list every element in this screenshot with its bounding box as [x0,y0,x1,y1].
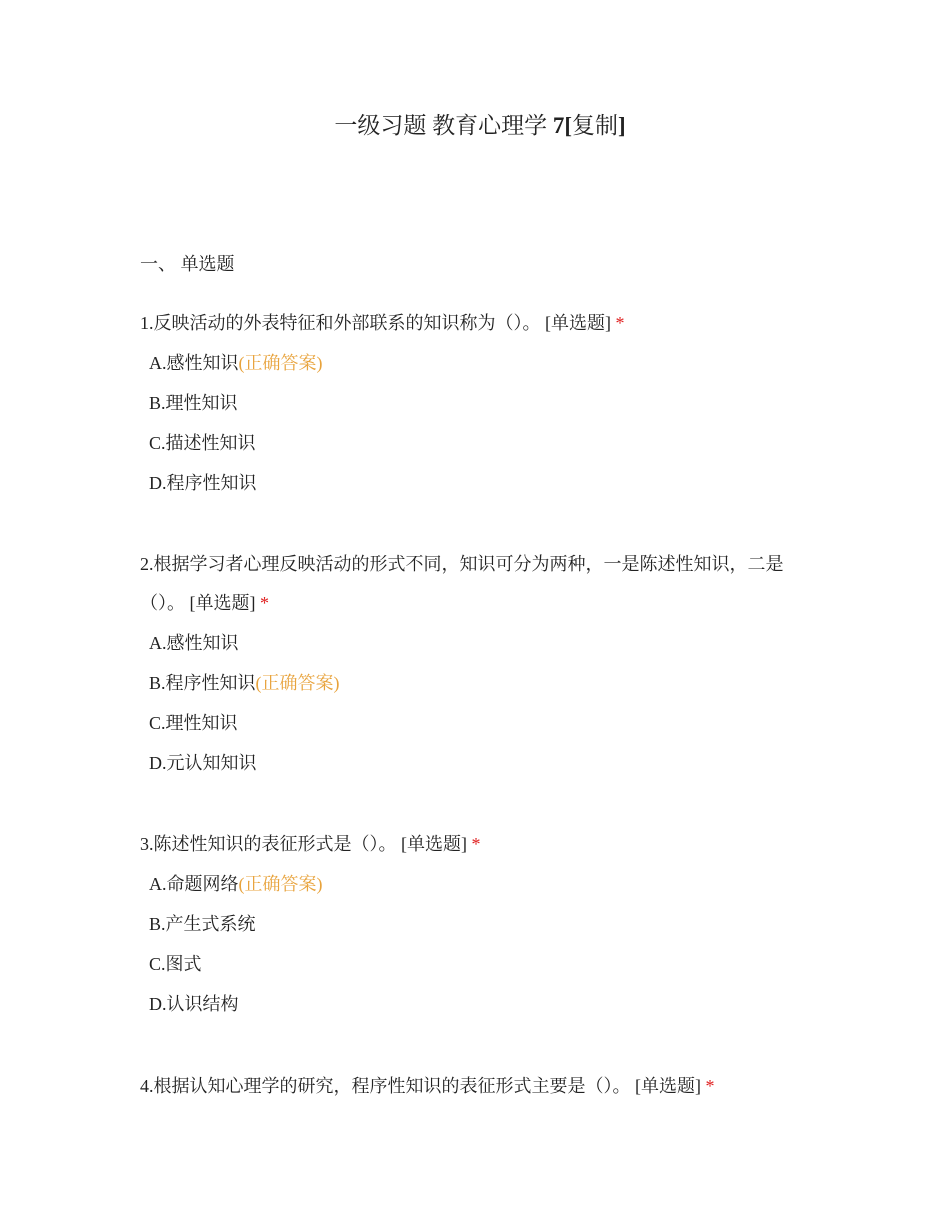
correct-answer-mark: (正确答案) [238,353,323,373]
page-title [0,110,950,142]
question-type-tag: [单选题] [401,834,467,854]
question-2 [140,545,820,790]
question-type-tag: [单选题] [189,593,256,613]
option-b[interactable] [140,390,820,430]
question-stem [140,545,820,623]
option-d[interactable] [140,470,820,510]
title-suffix: 复制 [572,113,618,138]
option-list [140,630,820,790]
title-number: 7[ [552,113,572,138]
option-a[interactable] [140,350,820,390]
section-heading: 一、 单选题 [140,254,235,274]
option-label: B.理性知识 [149,393,238,413]
option-label: A.感性知识 [149,633,239,653]
title-close: ] [618,113,626,138]
question-stem [140,1067,820,1106]
option-b[interactable] [140,911,820,951]
question-type-tag: [单选题] [635,1076,701,1096]
option-label: B.产生式系统 [149,914,256,934]
required-marker: * [471,834,481,854]
option-c[interactable] [140,951,820,991]
option-label: A.感性知识 [149,353,239,373]
option-label: C.理性知识 [149,713,238,733]
option-label: C.描述性知识 [149,433,256,453]
option-d[interactable] [140,750,820,790]
question-text: 4.根据认知心理学的研究，程序性知识的表征形式主要是（）。 [140,1076,631,1096]
option-label: C.图式 [149,954,202,974]
option-c[interactable] [140,710,820,750]
option-list [140,871,820,1031]
option-d[interactable] [140,991,820,1031]
option-label: B.程序性知识 [149,673,256,693]
correct-answer-mark: (正确答案) [255,673,340,693]
option-a[interactable] [140,630,820,670]
correct-answer-mark: (正确答案) [238,874,323,894]
option-b[interactable] [140,670,820,710]
option-list [140,350,820,510]
option-a[interactable] [140,871,820,911]
required-marker: * [260,593,269,613]
question-type-tag: [单选题] [545,313,611,333]
question-1 [140,304,820,510]
option-label: D.认识结构 [149,994,239,1014]
title-main: 一级习题 教育心理学 [334,113,553,138]
question-4 [140,1067,820,1106]
required-marker: * [615,313,625,333]
question-text: 1.反映活动的外表特征和外部联系的知识称为（）。 [140,313,541,333]
question-3 [140,825,820,1031]
question-text: 2.根据学习者心理反映活动的形式不同，知识可分为两种，一是陈述性知识，二是（）。 [140,554,784,613]
question-stem [140,825,820,864]
question-stem [140,304,820,343]
option-label: D.元认知知识 [149,753,257,773]
option-label: A.命题网络 [149,874,239,894]
question-text: 3.陈述性知识的表征形式是（）。 [140,834,397,854]
option-label: D.程序性知识 [149,473,257,493]
option-c[interactable] [140,430,820,470]
required-marker: * [705,1076,715,1096]
